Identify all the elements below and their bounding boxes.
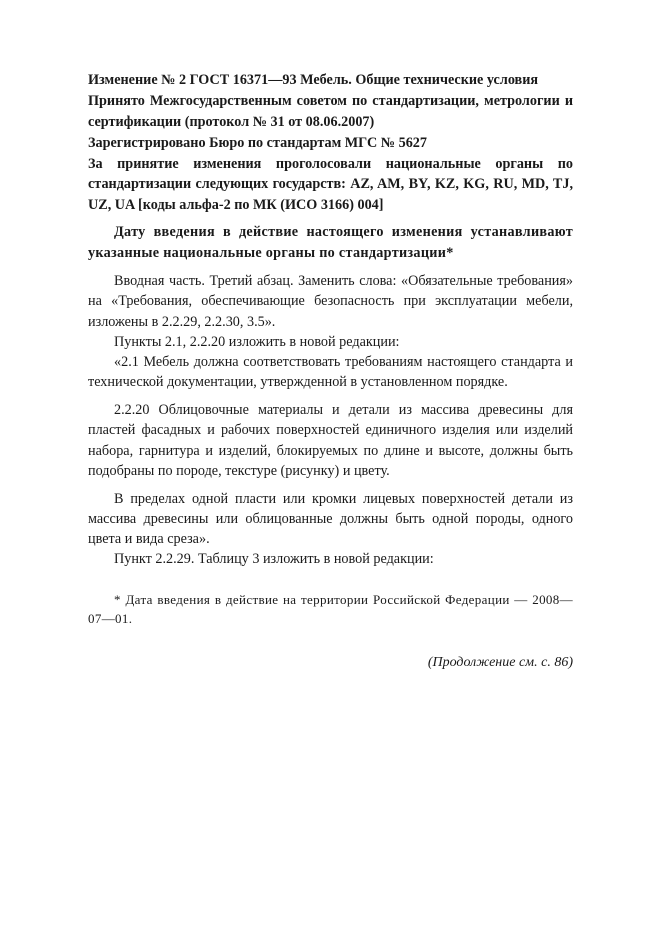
paragraph-clause-2-2-29: Пункт 2.2.29. Таблицу 3 изложить в новой редакции: — [114, 551, 434, 568]
paragraph-surface-requirements: В пределах одной пласти или кромки лицевых поверхностей детали из массива древесины или облицованные должны быть одной породы, одного цвета и вида среза». — [88, 490, 573, 548]
footnote-text: * Дата введения в действие на территории Российской Федерации — 2008—07—01. — [88, 592, 573, 627]
footnote-block — [88, 591, 573, 629]
paragraph-intro-amendment: Вводная часть. Третий абзац. Заменить слова: «Обязательные требования» на «Требования, обеспечивающие безопасность при эксплуатации мебели, изложены в 2.2.29, 2.2.30, 3.5». — [88, 273, 573, 330]
heading-line-registration: Зарегистрировано Бюро по стандартам МГС № 5627 — [88, 134, 427, 151]
continuation-note: (Продолжение см. с. 86) — [427, 655, 573, 671]
heading-line-voting: За принятие изменения проголосовали национальные органы по стандартизации следующих государств: AZ, AM, BY, KZ, KG, RU, MD, TJ, UZ, UA [коды альфа-2 по МК (ИСО 3166) 004] — [88, 156, 573, 213]
heading-line-adoption: Принято Межгосударственным советом по стандартизации, метрологии и сертификации (протокол № 31 от 08.06.2007) — [88, 93, 573, 130]
heading-line-title: Изменение № 2 ГОСТ 16371—93 Мебель. Общие технические условия — [88, 72, 539, 88]
paragraph-clause-2-1: «2.1 Мебель должна соответствовать требованиям настоящего стандарта и технической документации, утвержденной в установленном порядке. — [88, 353, 573, 391]
heading-effective-date: Дату введения в действие настоящего изменения устанавливают указанные национальные органы по стандартизации* — [88, 224, 573, 261]
paragraph-items-revision: Пункты 2.1, 2.2.20 изложить в новой редакции: — [114, 333, 400, 350]
document-body — [88, 70, 573, 671]
paragraph-clause-2-2-20: 2.2.20 Облицовочные материалы и детали из массива древесины для пластей фасадных и рабочих поверхностей единичного изделия или изделий набора, гарнитура и изделий, блокируемых по длине и высоте, должны быть подобраны по породе, текстуре (рисунку) и цвету. — [88, 402, 573, 479]
